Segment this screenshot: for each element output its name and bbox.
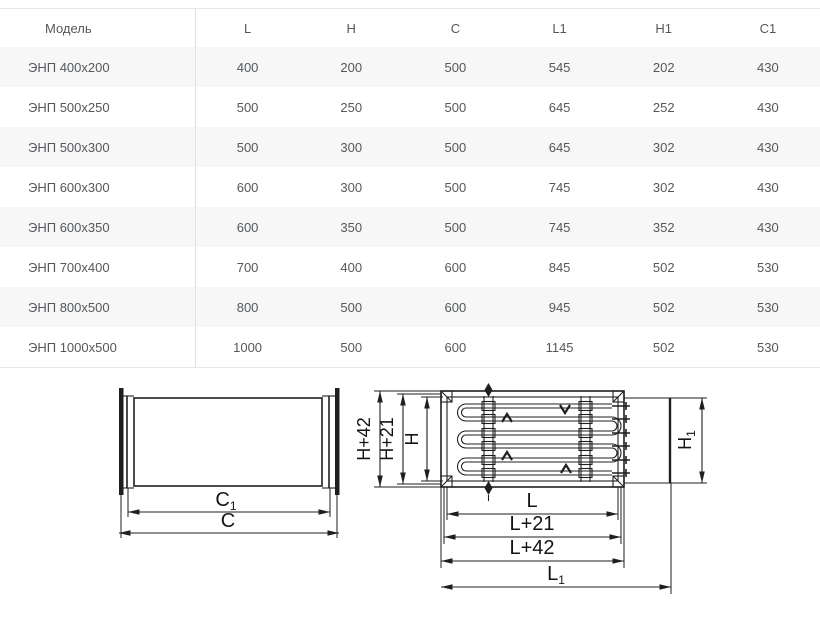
table-row bbox=[0, 87, 820, 127]
value-cell: 500 bbox=[444, 139, 467, 155]
value-cell: 252 bbox=[652, 99, 675, 115]
value-cell: 530 bbox=[757, 339, 779, 355]
model-cell: ЭНП 1000x500 bbox=[28, 339, 117, 355]
value-cell: 300 bbox=[340, 139, 363, 155]
column-header-c: C bbox=[450, 20, 461, 36]
value-cell: 500 bbox=[195, 127, 299, 167]
table-row bbox=[0, 327, 820, 367]
heater-frame-outer bbox=[441, 391, 624, 487]
value-cell: 745 bbox=[548, 179, 571, 195]
duct-side-view bbox=[119, 388, 340, 538]
table-row bbox=[0, 47, 820, 87]
value-cell: 430 bbox=[757, 59, 779, 75]
value-cell: 300 bbox=[340, 179, 363, 195]
column-header-c1: C1 bbox=[759, 20, 777, 36]
dim-label-h1: $H_1$ bbox=[675, 430, 698, 450]
value-cell: 500 bbox=[444, 59, 467, 75]
table-row bbox=[0, 247, 820, 287]
value-cell: 302 bbox=[652, 139, 675, 155]
technical-drawings bbox=[0, 370, 820, 622]
table-row bbox=[0, 127, 820, 167]
dim-label-h21: H+21 bbox=[377, 417, 397, 461]
flow-arrows bbox=[502, 405, 571, 473]
dim-label-l21: L+21 bbox=[509, 513, 555, 535]
h1-dimension bbox=[675, 398, 702, 483]
value-cell: 845 bbox=[548, 259, 571, 275]
column-header-model: Модель bbox=[45, 20, 92, 36]
model-cell: ЭНП 700x400 bbox=[28, 259, 110, 275]
value-cell: 500 bbox=[195, 87, 299, 127]
value-cell: 700 bbox=[195, 247, 299, 287]
value-cell: 502 bbox=[652, 299, 675, 315]
right-flange-plate bbox=[335, 388, 340, 495]
column-header-l: L bbox=[195, 9, 299, 47]
vertical-dimensions bbox=[354, 391, 443, 487]
value-cell: 1145 bbox=[545, 339, 574, 355]
value-cell: 600 bbox=[195, 167, 299, 207]
value-cell: 430 bbox=[757, 99, 779, 115]
heater-front-view bbox=[354, 383, 707, 594]
value-cell: 545 bbox=[548, 59, 571, 75]
model-cell: ЭНП 600x300 bbox=[28, 179, 110, 195]
horizontal-dimensions bbox=[441, 487, 671, 587]
value-cell: 500 bbox=[444, 179, 467, 195]
model-cell: ЭНП 600x350 bbox=[28, 219, 110, 235]
model-cell: ЭНП 400x200 bbox=[28, 59, 110, 75]
duct-body bbox=[134, 398, 322, 486]
dim-label-h: H bbox=[402, 432, 422, 446]
table-row bbox=[0, 207, 820, 247]
value-cell: 800 bbox=[195, 287, 299, 327]
value-cell: 400 bbox=[195, 47, 299, 87]
value-cell: 530 bbox=[757, 299, 779, 315]
value-cell: 645 bbox=[548, 99, 571, 115]
value-cell: 945 bbox=[548, 299, 571, 315]
value-cell: 400 bbox=[340, 259, 363, 275]
value-cell: 500 bbox=[340, 299, 363, 315]
value-cell: 600 bbox=[444, 299, 467, 315]
value-cell: 500 bbox=[444, 99, 467, 115]
corner-flanges bbox=[441, 391, 624, 487]
value-cell: 350 bbox=[340, 219, 363, 235]
value-cell: 430 bbox=[757, 219, 779, 235]
value-cell: 600 bbox=[444, 259, 467, 275]
value-cell: 500 bbox=[444, 219, 467, 235]
dim-label-l42: L+42 bbox=[509, 537, 555, 559]
value-cell: 500 bbox=[340, 339, 363, 355]
value-cell: 645 bbox=[548, 139, 571, 155]
value-cell: 430 bbox=[757, 139, 779, 155]
value-cell: 352 bbox=[652, 219, 675, 235]
value-cell: 502 bbox=[652, 259, 675, 275]
model-cell: ЭНП 800x500 bbox=[28, 299, 110, 315]
column-header-h1: H1 bbox=[655, 20, 673, 36]
value-cell: 502 bbox=[652, 339, 675, 355]
table-header-row bbox=[0, 9, 820, 47]
dimensions-table bbox=[0, 8, 820, 368]
left-flange-plate bbox=[119, 388, 124, 495]
value-cell: 600 bbox=[195, 207, 299, 247]
support-bracket bbox=[482, 383, 495, 501]
dim-label-l: L bbox=[526, 490, 538, 512]
value-cell: 250 bbox=[340, 99, 363, 115]
dim-label-c: C bbox=[220, 510, 236, 532]
model-cell: ЭНП 500x250 bbox=[28, 99, 110, 115]
coil-terminals bbox=[612, 402, 630, 477]
value-cell: 202 bbox=[652, 59, 675, 75]
value-cell: 530 bbox=[757, 259, 779, 275]
value-cell: 430 bbox=[757, 179, 779, 195]
column-header-h: H bbox=[346, 20, 356, 36]
duct-extension bbox=[624, 398, 707, 594]
dim-label-h42: H+42 bbox=[354, 417, 374, 461]
dim-label-c1: $C_1$ bbox=[215, 489, 237, 513]
value-cell: 302 bbox=[652, 179, 675, 195]
value-cell: 600 bbox=[444, 339, 467, 355]
value-cell: 200 bbox=[340, 59, 363, 75]
table-row bbox=[0, 167, 820, 207]
support-bracket bbox=[579, 396, 592, 482]
model-cell: ЭНП 500x300 bbox=[28, 139, 110, 155]
column-header-l1: L1 bbox=[552, 20, 567, 36]
dim-label-l1: $L_1$ bbox=[547, 563, 565, 587]
value-cell: 1000 bbox=[195, 327, 299, 367]
value-cell: 745 bbox=[548, 219, 571, 235]
table-row bbox=[0, 287, 820, 327]
